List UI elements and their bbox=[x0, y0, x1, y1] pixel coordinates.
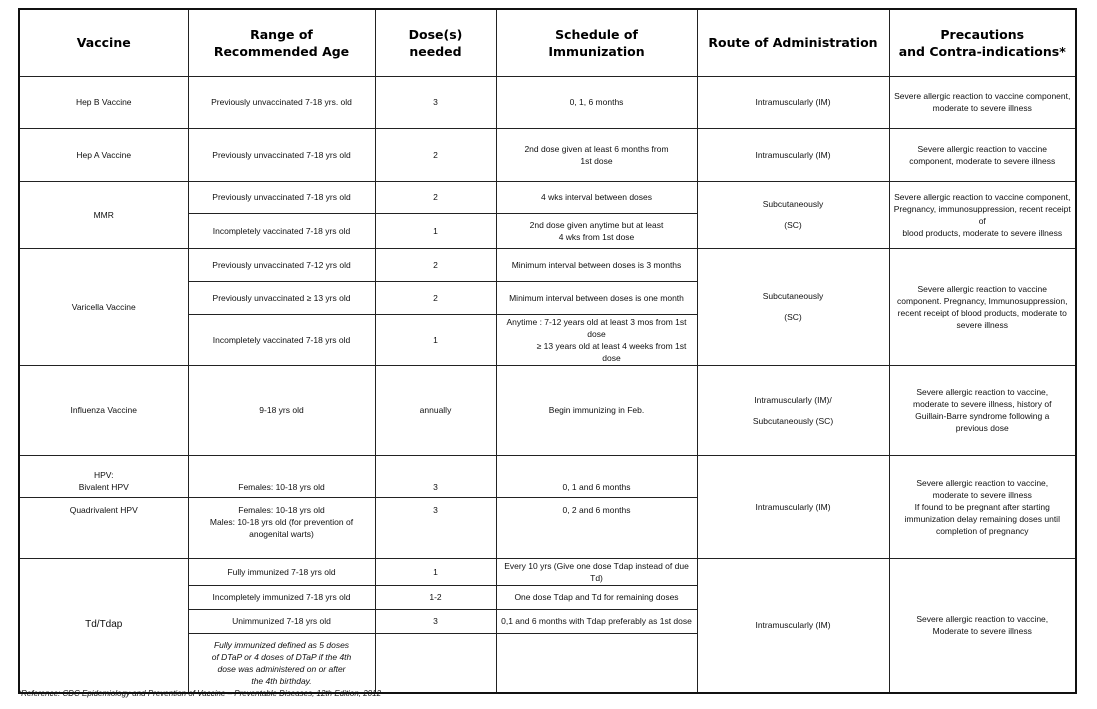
age-cell: Incompletely vaccinated 7-18 yrs old bbox=[188, 314, 375, 365]
precautions-cell: Severe allergic reaction to vaccine component, moderate to severe illness bbox=[889, 128, 1076, 181]
age-cell: Females: 10-18 yrs old bbox=[188, 455, 375, 497]
schedule-cell: Minimum interval between doses is 3 months bbox=[496, 248, 697, 281]
schedule-cell: One dose Tdap and Td for remaining doses bbox=[496, 585, 697, 609]
doses-cell: 2 bbox=[375, 248, 496, 281]
precautions-cell: Severe allergic reaction to vaccine, moderate to severe illness If found to be pregnant after starting immunization delay remaining doses until completion of pregnancy bbox=[889, 455, 1076, 558]
age-cell: Previously unvaccinated 7-18 yrs old bbox=[188, 181, 375, 213]
doses-cell bbox=[375, 633, 496, 693]
doses-cell: 3 bbox=[375, 497, 496, 558]
header-age: Range of Recommended Age bbox=[188, 9, 375, 76]
table-row-mmr-1 bbox=[19, 181, 1076, 213]
header-doses: Dose(s) needed bbox=[375, 9, 496, 76]
route-cell: Subcutaneously (SC) bbox=[697, 248, 889, 365]
precautions-cell: Severe allergic reaction to vaccine, moderate to severe illness, history of Guillain-Barre syndrome following a previous dose bbox=[889, 365, 1076, 455]
doses-cell: 1 bbox=[375, 213, 496, 248]
table-row-influenza bbox=[19, 365, 1076, 455]
schedule-cell: 0, 1, 6 months bbox=[496, 76, 697, 128]
schedule-cell: Anytime : 7-12 years old at least 3 mos from 1st dose ≥ 13 years old at least 4 weeks from 1st dose bbox=[496, 314, 697, 365]
vaccine-name: Td/Tdap bbox=[19, 558, 188, 693]
header-schedule: Schedule of Immunization bbox=[496, 9, 697, 76]
table-row-hepb bbox=[19, 76, 1076, 128]
schedule-cell: Begin immunizing in Feb. bbox=[496, 365, 697, 455]
route-cell: Intramuscularly (IM) bbox=[697, 76, 889, 128]
schedule-cell: 2nd dose given anytime but at least 4 wks from 1st dose bbox=[496, 213, 697, 248]
vaccine-name: Varicella Vaccine bbox=[19, 248, 188, 365]
age-cell: Previously unvaccinated 7-18 yrs old bbox=[188, 128, 375, 181]
route-cell: Intramuscularly (IM) bbox=[697, 128, 889, 181]
route-cell: Intramuscularly (IM) bbox=[697, 558, 889, 693]
doses-cell: 3 bbox=[375, 455, 496, 497]
schedule-cell: Every 10 yrs (Give one dose Tdap instead of due Td) bbox=[496, 558, 697, 585]
doses-cell: 2 bbox=[375, 181, 496, 213]
doses-cell: 1 bbox=[375, 314, 496, 365]
vaccine-schedule-table bbox=[18, 8, 1077, 694]
table-row-varicella-1 bbox=[19, 248, 1076, 281]
age-cell: Fully immunized 7-18 yrs old bbox=[188, 558, 375, 585]
header-vaccine: Vaccine bbox=[19, 9, 188, 76]
header-precautions: Precautions and Contra-indications* bbox=[889, 9, 1076, 76]
table-row-hpv-1 bbox=[19, 455, 1076, 497]
vaccine-name: Influenza Vaccine bbox=[19, 365, 188, 455]
schedule-cell: 4 wks interval between doses bbox=[496, 181, 697, 213]
age-cell: Incompletely vaccinated 7-18 yrs old bbox=[188, 213, 375, 248]
vaccine-name: Quadrivalent HPV bbox=[19, 497, 188, 558]
vaccine-name: HPV: Bivalent HPV bbox=[19, 455, 188, 497]
vaccine-name: Hep A Vaccine bbox=[19, 128, 188, 181]
route-cell: Intramuscularly (IM)/ Subcutaneously (SC) bbox=[697, 365, 889, 455]
header-route: Route of Administration bbox=[697, 9, 889, 76]
schedule-cell: 2nd dose given at least 6 months from 1st dose bbox=[496, 128, 697, 181]
precautions-cell: Severe allergic reaction to vaccine component, Pregnancy, immunosuppression, recent receipt of blood products, moderate to severe illness bbox=[889, 181, 1076, 248]
doses-cell: 1 bbox=[375, 558, 496, 585]
vaccine-name: Hep B Vaccine bbox=[19, 76, 188, 128]
table-row-hepa bbox=[19, 128, 1076, 181]
schedule-cell: Minimum interval between doses is one month bbox=[496, 281, 697, 314]
schedule-cell: 0, 1 and 6 months bbox=[496, 455, 697, 497]
table-row-tdap-1 bbox=[19, 558, 1076, 585]
doses-cell: annually bbox=[375, 365, 496, 455]
doses-cell: 1-2 bbox=[375, 585, 496, 609]
schedule-cell bbox=[496, 633, 697, 693]
doses-cell: 3 bbox=[375, 76, 496, 128]
precautions-cell: Severe allergic reaction to vaccine component, moderate to severe illness bbox=[889, 76, 1076, 128]
schedule-cell: 0, 2 and 6 months bbox=[496, 497, 697, 558]
header-row bbox=[19, 9, 1076, 76]
precautions-cell: Severe allergic reaction to vaccine, Moderate to severe illness bbox=[889, 558, 1076, 693]
vaccine-name: MMR bbox=[19, 181, 188, 248]
route-cell: Subcutaneously (SC) bbox=[697, 181, 889, 248]
doses-cell: 3 bbox=[375, 609, 496, 633]
age-cell: Incompletely immunized 7-18 yrs old bbox=[188, 585, 375, 609]
age-cell: Previously unvaccinated 7-18 yrs. old bbox=[188, 76, 375, 128]
age-cell: Previously unvaccinated ≥ 13 yrs old bbox=[188, 281, 375, 314]
age-cell: Previously unvaccinated 7-12 yrs old bbox=[188, 248, 375, 281]
age-cell: Unimmunized 7-18 yrs old bbox=[188, 609, 375, 633]
age-cell: Females: 10-18 yrs old Males: 10-18 yrs old (for prevention of anogenital warts) bbox=[188, 497, 375, 558]
reference-footnote: *Reference: CDC Epidemiology and Prevention of Vaccine – Preventable Diseases, 12th Edition, 2012 bbox=[18, 689, 382, 698]
schedule-cell: 0,1 and 6 months with Tdap preferably as 1st dose bbox=[496, 609, 697, 633]
doses-cell: 2 bbox=[375, 128, 496, 181]
precautions-cell: Severe allergic reaction to vaccine component. Pregnancy, Immunosuppression, recent receipt of blood products, moderate to severe illness bbox=[889, 248, 1076, 365]
age-cell: 9-18 yrs old bbox=[188, 365, 375, 455]
doses-cell: 2 bbox=[375, 281, 496, 314]
tdap-note: Fully immunized defined as 5 doses of DTaP or 4 doses of DTaP if the 4th dose was administered on or after the 4th birthday. bbox=[188, 633, 375, 693]
route-cell: Intramuscularly (IM) bbox=[697, 455, 889, 558]
